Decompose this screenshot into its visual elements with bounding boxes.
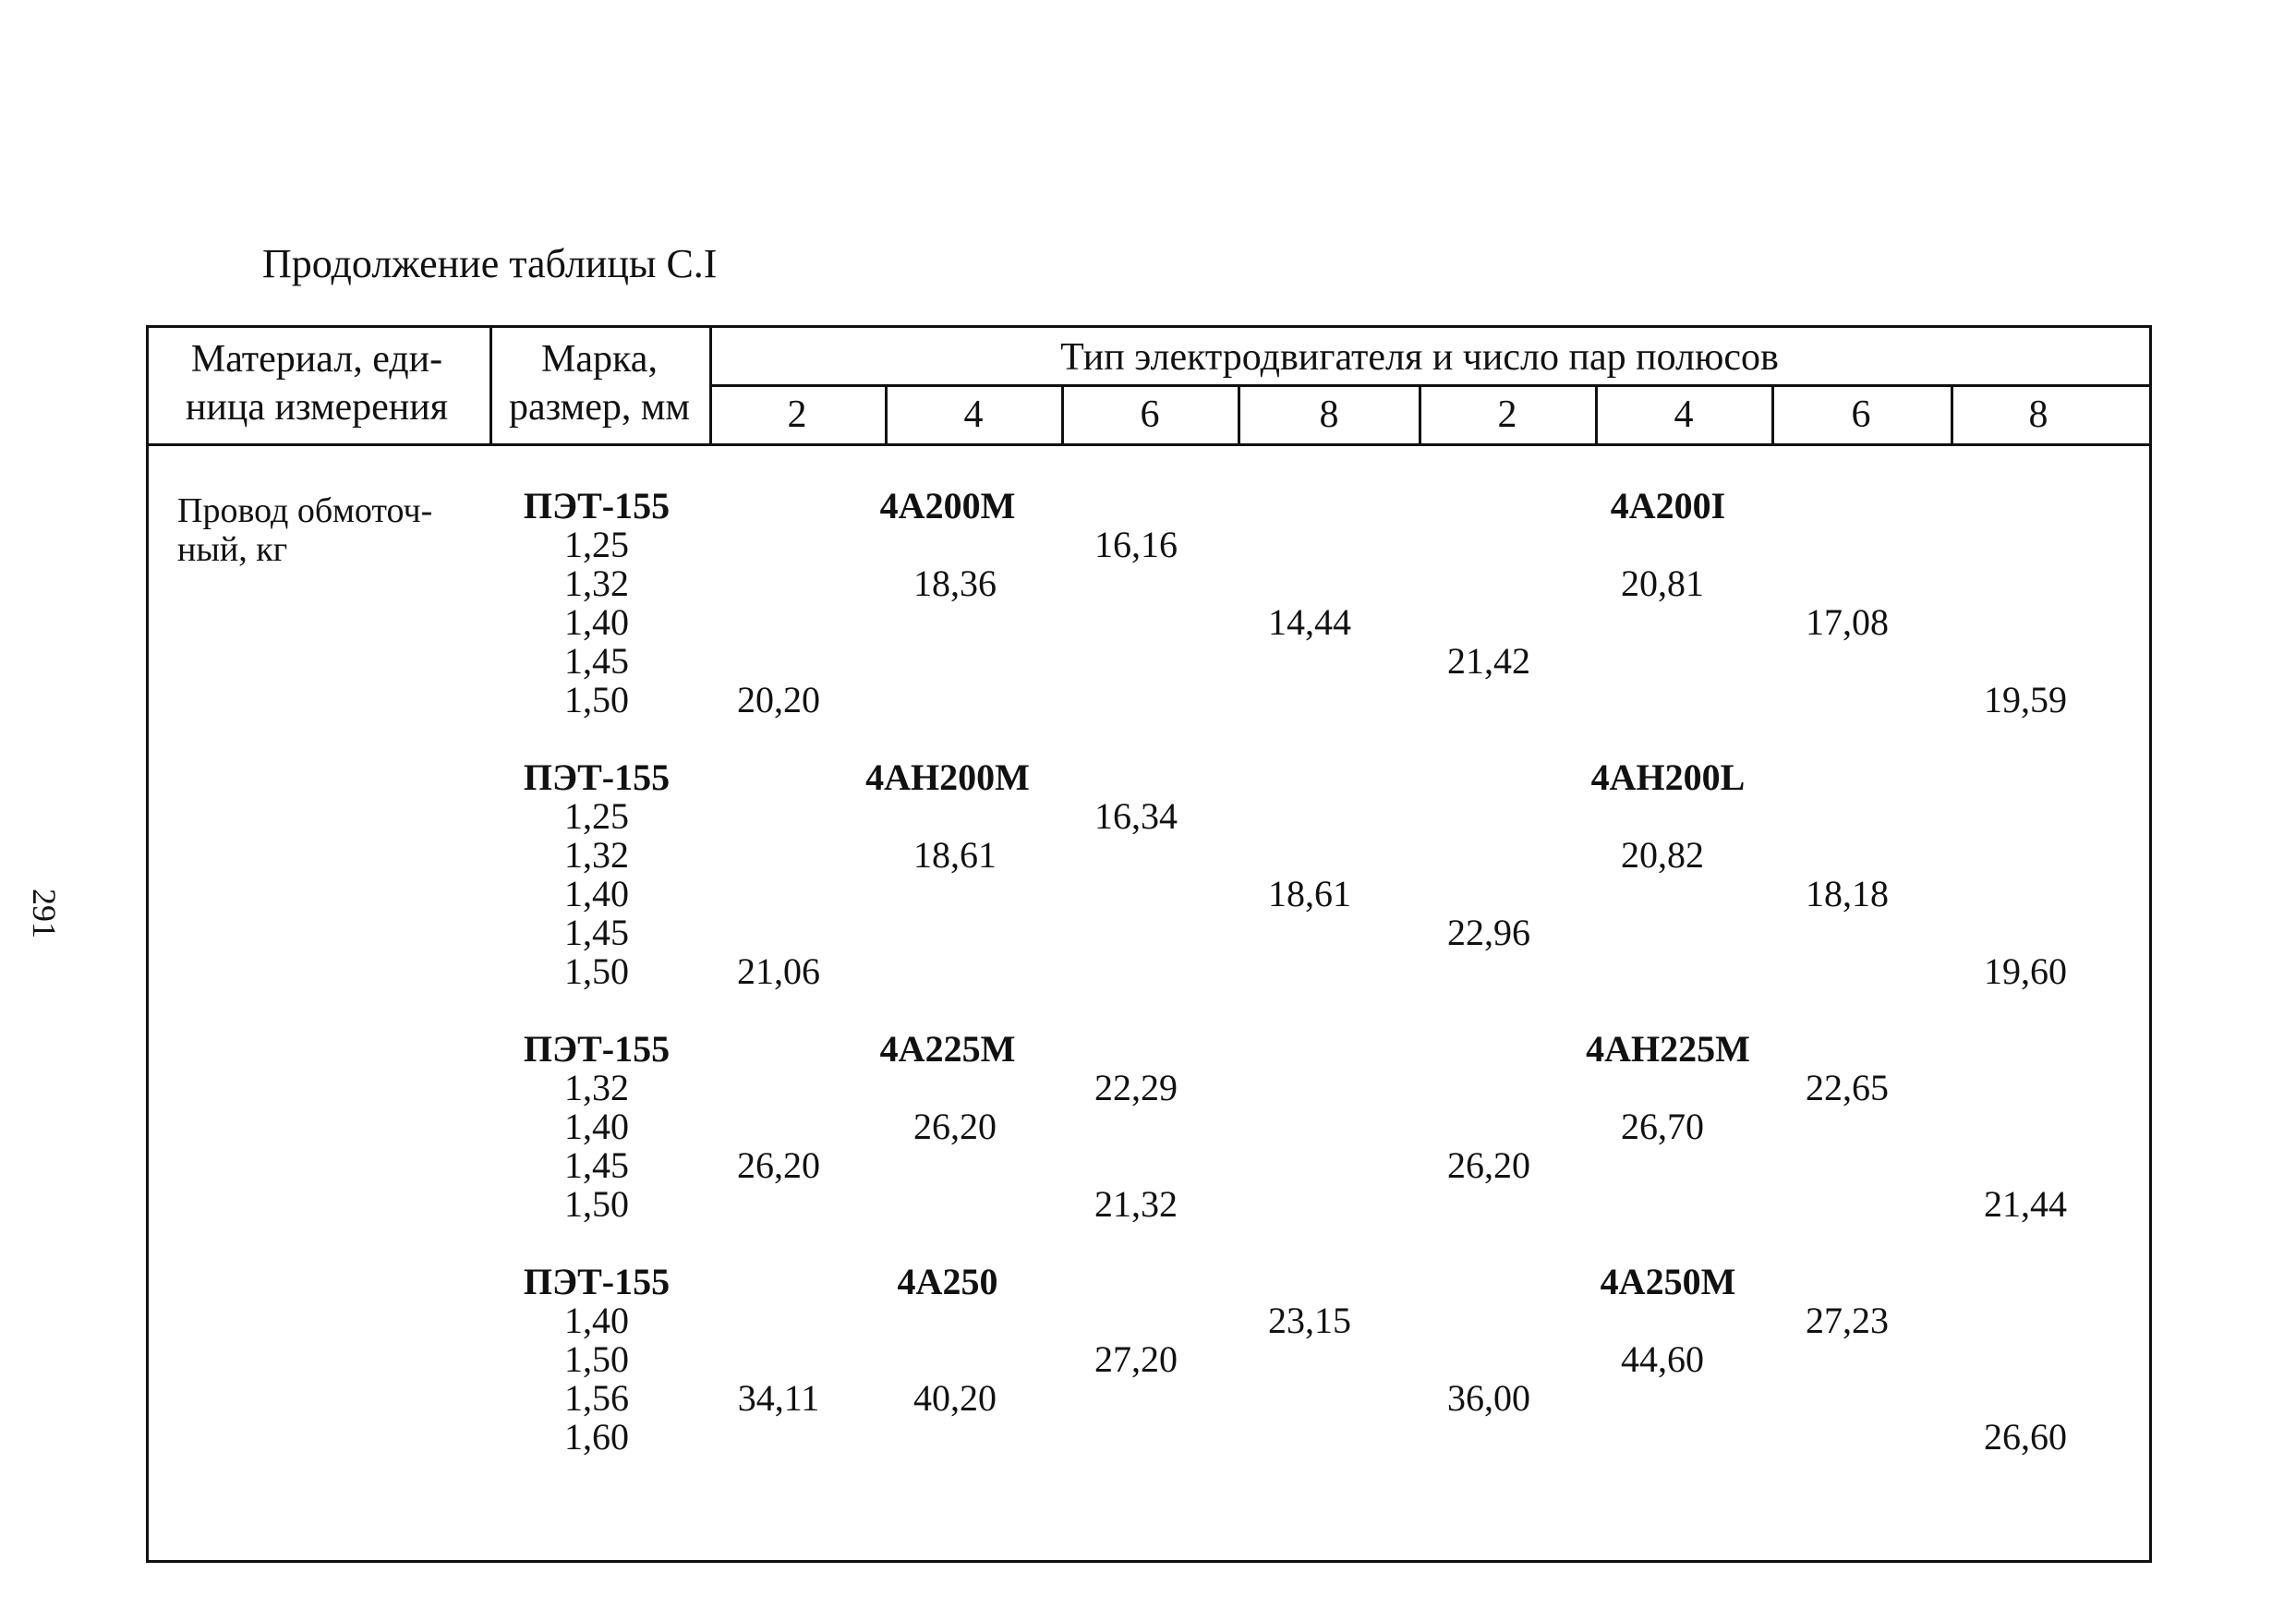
header-divider-col8	[1951, 386, 1953, 445]
wire-size: 1,40	[564, 873, 629, 914]
table-cell: 20,82	[1621, 834, 1704, 876]
header-group-divider	[709, 384, 2152, 387]
wire-size: 1,45	[564, 912, 629, 953]
wire-size: 1,40	[564, 1106, 629, 1147]
table-cell: 44,60	[1621, 1338, 1704, 1380]
table-cell: 20,20	[737, 679, 820, 720]
wire-size: 1,40	[564, 1300, 629, 1341]
table-caption: Продолжение таблицы С.I	[262, 241, 718, 286]
table-cell: 27,23	[1806, 1300, 1889, 1341]
motor-type-left: 4А250	[897, 1261, 998, 1302]
motor-type-right: 4А200I	[1610, 485, 1726, 526]
table-cell: 26,20	[1447, 1144, 1530, 1186]
motor-type-left: 4А225М	[879, 1028, 1016, 1070]
brand-label: ПЭТ-155	[523, 1028, 671, 1070]
header-divider-brand	[709, 325, 712, 445]
header-pole-col-7: 6	[1851, 393, 1871, 436]
wire-size: 1,50	[564, 1183, 629, 1225]
table-cell: 26,20	[737, 1144, 820, 1186]
motor-type-left: 4А200М	[879, 485, 1016, 526]
table-cell: 18,18	[1806, 873, 1889, 914]
header-material-line1: Материал, еди-	[190, 338, 443, 381]
header-pole-col-2: 4	[963, 393, 984, 436]
table-cell: 18,36	[913, 563, 997, 604]
wire-size: 1,45	[564, 1144, 629, 1186]
header-pole-col-1: 2	[787, 393, 807, 436]
table-cell: 17,08	[1806, 601, 1889, 643]
wire-size: 1,32	[564, 834, 629, 876]
table-cell: 40,20	[913, 1377, 997, 1419]
motor-type-left: 4АН200М	[865, 756, 1030, 798]
motor-type-right: 4АН225М	[1586, 1028, 1750, 1070]
table-cell: 21,32	[1094, 1183, 1178, 1225]
table-cell: 34,11	[737, 1377, 820, 1419]
header-pole-col-3: 6	[1140, 393, 1160, 436]
header-pole-col-4: 8	[1319, 393, 1339, 436]
table-cell: 26,60	[1984, 1416, 2067, 1458]
wire-size: 1,32	[564, 563, 629, 604]
table-cell: 19,59	[1984, 679, 2067, 720]
motor-type-right: 4А250М	[1600, 1261, 1736, 1302]
wire-size: 1,45	[564, 640, 629, 682]
table-cell: 16,34	[1094, 795, 1178, 837]
header-brand-line1: Марка,	[541, 338, 658, 381]
brand-label: ПЭТ-155	[523, 1261, 671, 1302]
motor-type-right: 4АН200L	[1590, 756, 1746, 798]
header-divider-col2	[885, 386, 888, 445]
header-material-line2: ница измерения	[185, 386, 449, 429]
header-pole-col-8: 8	[2028, 393, 2048, 436]
wire-size: 1,56	[564, 1377, 629, 1419]
wire-size: 1,25	[564, 524, 629, 565]
table-cell: 26,70	[1621, 1106, 1704, 1147]
header-divider-col4	[1238, 386, 1240, 445]
header-divider-material	[489, 325, 492, 445]
table-cell: 21,44	[1984, 1183, 2067, 1225]
table-cell: 36,00	[1447, 1377, 1530, 1419]
page-number: 291	[26, 889, 63, 938]
material-label-line2: ный, кг	[177, 530, 288, 569]
brand-label: ПЭТ-155	[523, 756, 671, 798]
table-cell: 27,20	[1094, 1338, 1178, 1380]
table-cell: 22,96	[1447, 912, 1530, 953]
wire-size: 1,40	[564, 601, 629, 643]
table-cell: 19,60	[1984, 950, 2067, 992]
header-pole-col-6: 4	[1674, 393, 1694, 436]
table-cell: 21,06	[737, 950, 820, 992]
header-bottom-rule	[146, 443, 2152, 446]
wire-size: 1,50	[564, 1338, 629, 1380]
table-cell: 18,61	[913, 834, 997, 876]
header-group-title: Тип электродвигателя и число пар полюсов	[1060, 336, 1779, 379]
header-pole-col-5: 2	[1497, 393, 1517, 436]
wire-size: 1,50	[564, 679, 629, 720]
table-cell: 22,65	[1806, 1067, 1889, 1108]
wire-size: 1,60	[564, 1416, 629, 1458]
table-cell: 21,42	[1447, 640, 1530, 682]
table-cell: 22,29	[1094, 1067, 1178, 1108]
header-divider-col6	[1595, 386, 1598, 445]
header-divider-col7	[1771, 386, 1774, 445]
table-cell: 16,16	[1094, 524, 1178, 565]
material-label-line1: Провод обмоточ-	[177, 491, 433, 530]
brand-label: ПЭТ-155	[523, 485, 671, 526]
header-divider-col5	[1419, 386, 1421, 445]
table-cell: 26,20	[913, 1106, 997, 1147]
table-cell: 20,81	[1621, 563, 1704, 604]
wire-size: 1,32	[564, 1067, 629, 1108]
wire-size: 1,50	[564, 950, 629, 992]
table-cell: 18,61	[1268, 873, 1351, 914]
header-divider-col3	[1061, 386, 1064, 445]
wire-size: 1,25	[564, 795, 629, 837]
header-brand-line2: размер, мм	[508, 386, 691, 429]
table-cell: 23,15	[1268, 1300, 1351, 1341]
table-cell: 14,44	[1268, 601, 1351, 643]
